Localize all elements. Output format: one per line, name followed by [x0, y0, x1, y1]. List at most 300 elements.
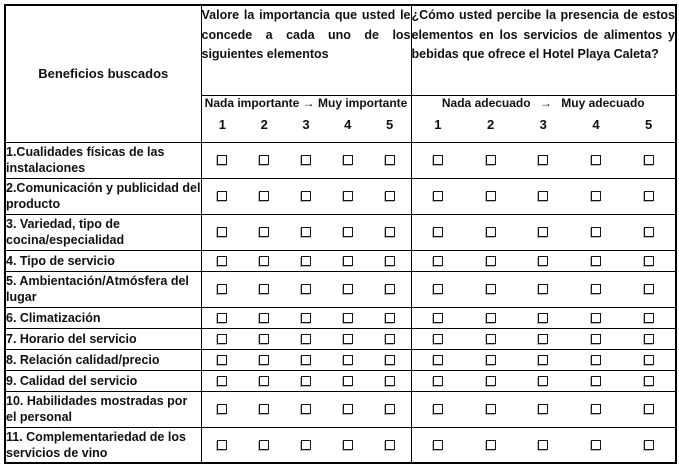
checkbox-slot — [464, 191, 517, 201]
checkbox-slot — [369, 334, 411, 344]
checkbox[interactable] — [538, 313, 548, 323]
checkbox-slot — [570, 227, 623, 237]
table-row — [5, 214, 676, 250]
checkbox-slot — [369, 440, 411, 450]
checkbox-group — [202, 440, 411, 450]
checkbox-slot — [570, 334, 623, 344]
table-row — [5, 142, 676, 178]
checkbox-group — [412, 440, 676, 450]
checkbox-cell-importance — [201, 142, 411, 178]
checkbox[interactable] — [343, 313, 353, 323]
checkbox-slot — [202, 440, 244, 450]
checkbox-group — [202, 256, 411, 266]
checkbox[interactable] — [538, 376, 548, 386]
checkbox[interactable] — [385, 376, 395, 386]
scale-point-4: 4 — [592, 116, 600, 132]
checkbox-cell-importance — [201, 178, 411, 214]
checkbox-slot — [369, 404, 411, 414]
checkbox-slot — [517, 191, 570, 201]
checkbox[interactable] — [486, 404, 496, 414]
checkbox[interactable] — [591, 376, 601, 386]
checkbox[interactable] — [644, 334, 654, 344]
checkbox-slot — [412, 376, 465, 386]
checkbox-slot — [369, 256, 411, 266]
checkbox-slot — [369, 191, 411, 201]
checkbox-cell-importance — [201, 214, 411, 250]
checkbox[interactable] — [301, 191, 311, 201]
checkbox[interactable] — [538, 227, 548, 237]
checkbox[interactable] — [486, 155, 496, 165]
checkbox-slot — [412, 191, 465, 201]
perception-scale-header — [411, 95, 676, 142]
checkbox[interactable] — [538, 355, 548, 365]
checkbox-slot — [369, 376, 411, 386]
checkbox[interactable] — [538, 284, 548, 294]
checkbox-slot — [327, 155, 369, 165]
checkbox[interactable] — [644, 155, 654, 165]
checkbox-slot — [327, 355, 369, 365]
checkbox-slot — [202, 256, 244, 266]
checkbox[interactable] — [301, 227, 311, 237]
checkbox[interactable] — [591, 334, 601, 344]
checkbox-slot — [464, 155, 517, 165]
row-label: 8. Relación calidad/precio — [5, 349, 201, 370]
table-row — [5, 370, 676, 391]
checkbox[interactable] — [259, 284, 269, 294]
checkbox-cell-importance — [201, 307, 411, 328]
checkbox[interactable] — [217, 355, 227, 365]
checkbox[interactable] — [486, 227, 496, 237]
checkbox[interactable] — [259, 155, 269, 165]
checkbox-slot — [202, 334, 244, 344]
checkbox[interactable] — [433, 313, 443, 323]
checkbox[interactable] — [591, 256, 601, 266]
checkbox[interactable] — [433, 155, 443, 165]
checkbox-slot — [622, 355, 675, 365]
checkbox-slot — [517, 334, 570, 344]
checkbox-group — [412, 376, 676, 386]
checkbox-slot — [327, 334, 369, 344]
checkbox-slot — [517, 284, 570, 294]
row-label: 1.Cualidades físicas de las instalaciones — [5, 142, 201, 178]
checkbox-group — [412, 256, 676, 266]
checkbox-cell-perception — [411, 271, 676, 307]
checkbox[interactable] — [259, 404, 269, 414]
scale-point-3: 3 — [302, 116, 310, 132]
checkbox[interactable] — [433, 284, 443, 294]
checkbox-slot — [369, 313, 411, 323]
checkbox-slot — [202, 155, 244, 165]
checkbox[interactable] — [433, 355, 443, 365]
checkbox[interactable] — [217, 440, 227, 450]
checkbox-group — [202, 284, 411, 294]
importance-scale-header — [201, 95, 411, 142]
checkbox-slot — [369, 155, 411, 165]
checkbox-slot — [327, 404, 369, 414]
checkbox[interactable] — [259, 191, 269, 201]
checkbox-slot — [622, 313, 675, 323]
checkbox-cell-importance — [201, 391, 411, 427]
checkbox-slot — [243, 155, 285, 165]
checkbox-slot — [464, 355, 517, 365]
checkbox-slot — [285, 284, 327, 294]
checkbox-group — [202, 227, 411, 237]
checkbox-group — [412, 355, 676, 365]
checkbox[interactable] — [486, 355, 496, 365]
checkbox-slot — [243, 256, 285, 266]
checkbox[interactable] — [644, 313, 654, 323]
checkbox-slot — [285, 191, 327, 201]
checkbox-slot — [369, 284, 411, 294]
checkbox-slot — [622, 376, 675, 386]
checkbox-slot — [464, 376, 517, 386]
checkbox[interactable] — [217, 334, 227, 344]
checkbox[interactable] — [591, 404, 601, 414]
importance-scale-points — [202, 117, 411, 132]
row-label: 6. Climatización — [5, 307, 201, 328]
checkbox[interactable] — [301, 404, 311, 414]
row-label: 10. Habilidades mostradas por el personal — [5, 391, 201, 427]
checkbox-slot — [202, 284, 244, 294]
table-row — [5, 391, 676, 427]
checkbox[interactable] — [538, 404, 548, 414]
scale-point-2: 2 — [486, 116, 495, 132]
checkbox-group — [202, 404, 411, 414]
checkbox[interactable] — [343, 355, 353, 365]
checkbox-slot — [202, 376, 244, 386]
checkbox[interactable] — [486, 376, 496, 386]
importance-scale-label: Nada importante → Muy importante — [204, 95, 408, 110]
checkbox-slot — [243, 313, 285, 323]
checkbox-slot — [327, 313, 369, 323]
table-row — [5, 250, 676, 271]
checkbox-slot — [517, 256, 570, 266]
checkbox-slot — [570, 376, 623, 386]
checkbox[interactable] — [644, 227, 654, 237]
checkbox[interactable] — [259, 355, 269, 365]
checkbox[interactable] — [385, 155, 395, 165]
checkbox-slot — [622, 227, 675, 237]
scale-point-5: 5 — [645, 116, 653, 132]
checkbox-slot — [570, 155, 623, 165]
checkbox[interactable] — [301, 334, 311, 344]
checkbox-slot — [202, 404, 244, 414]
checkbox-cell-perception — [411, 349, 676, 370]
checkbox[interactable] — [259, 256, 269, 266]
checkbox[interactable] — [644, 355, 654, 365]
checkbox[interactable] — [644, 376, 654, 386]
scale-point-5: 5 — [385, 116, 394, 132]
checkbox[interactable] — [343, 191, 353, 201]
checkbox-slot — [327, 256, 369, 266]
checkbox[interactable] — [591, 155, 601, 165]
checkbox-slot — [285, 440, 327, 450]
row-label: 4. Tipo de servicio — [5, 250, 201, 271]
checkbox-slot — [517, 227, 570, 237]
table-row — [5, 328, 676, 349]
checkbox-slot — [327, 440, 369, 450]
checkbox-group — [412, 313, 676, 323]
perception-scale-points — [412, 117, 676, 132]
checkbox-slot — [622, 440, 675, 450]
checkbox[interactable] — [486, 313, 496, 323]
checkbox-slot — [517, 355, 570, 365]
checkbox-slot — [517, 155, 570, 165]
checkbox-slot — [243, 334, 285, 344]
checkbox[interactable] — [591, 284, 601, 294]
checkbox-slot — [622, 155, 675, 165]
checkbox-slot — [517, 313, 570, 323]
checkbox-cell-perception — [411, 370, 676, 391]
header-row — [5, 5, 676, 95]
checkbox[interactable] — [217, 256, 227, 266]
scale-point-2: 2 — [260, 116, 268, 132]
checkbox-slot — [285, 404, 327, 414]
checkbox[interactable] — [385, 334, 395, 344]
row-label: 9. Calidad del servicio — [5, 370, 201, 391]
checkbox-slot — [622, 256, 675, 266]
checkbox-group — [202, 376, 411, 386]
checkbox-cell-perception — [411, 307, 676, 328]
checkbox[interactable] — [385, 440, 395, 450]
checkbox-slot — [464, 284, 517, 294]
importance-question: Valore la importancia que usted le concede a cada uno de los siguientes elementos — [201, 5, 411, 95]
checkbox-slot — [570, 313, 623, 323]
checkbox[interactable] — [433, 227, 443, 237]
checkbox[interactable] — [343, 284, 353, 294]
checkbox-slot — [243, 284, 285, 294]
checkbox-slot — [412, 284, 465, 294]
checkbox[interactable] — [385, 313, 395, 323]
table-row — [5, 427, 676, 463]
checkbox[interactable] — [259, 313, 269, 323]
checkbox-cell-importance — [201, 328, 411, 349]
checkbox-slot — [412, 155, 465, 165]
checkbox-slot — [622, 404, 675, 414]
checkbox-slot — [570, 355, 623, 365]
checkbox-slot — [243, 376, 285, 386]
checkbox[interactable] — [591, 440, 601, 450]
benefits-column-header: Beneficios buscados — [5, 5, 201, 142]
checkbox[interactable] — [385, 227, 395, 237]
checkbox[interactable] — [217, 191, 227, 201]
row-label: 11. Complementariedad de los servicios de vino — [5, 427, 201, 463]
checkbox[interactable] — [343, 440, 353, 450]
scale-point-1: 1 — [434, 116, 442, 132]
checkbox-slot — [202, 313, 244, 323]
checkbox-slot — [243, 440, 285, 450]
checkbox[interactable] — [217, 155, 227, 165]
checkbox-slot — [202, 227, 244, 237]
checkbox[interactable] — [538, 256, 548, 266]
checkbox-slot — [517, 440, 570, 450]
checkbox-group — [202, 313, 411, 323]
checkbox[interactable] — [385, 256, 395, 266]
checkbox-slot — [243, 404, 285, 414]
checkbox-slot — [464, 440, 517, 450]
checkbox-slot — [570, 256, 623, 266]
scale-point-4: 4 — [344, 116, 352, 132]
checkbox-group — [202, 355, 411, 365]
checkbox[interactable] — [301, 155, 311, 165]
checkbox-slot — [570, 404, 623, 414]
checkbox[interactable] — [343, 256, 353, 266]
checkbox-slot — [243, 355, 285, 365]
checkbox[interactable] — [644, 440, 654, 450]
checkbox-slot — [285, 334, 327, 344]
checkbox-slot — [202, 191, 244, 201]
checkbox-cell-importance — [201, 427, 411, 463]
checkbox-slot — [202, 355, 244, 365]
checkbox[interactable] — [217, 227, 227, 237]
checkbox[interactable] — [343, 155, 353, 165]
checkbox-slot — [570, 191, 623, 201]
checkbox[interactable] — [591, 227, 601, 237]
checkbox[interactable] — [343, 376, 353, 386]
checkbox-group — [412, 404, 676, 414]
checkbox-slot — [285, 376, 327, 386]
checkbox[interactable] — [217, 284, 227, 294]
checkbox[interactable] — [538, 334, 548, 344]
checkbox[interactable] — [433, 376, 443, 386]
table-row — [5, 271, 676, 307]
row-label: 3. Variedad, tipo de cocina/especialidad — [5, 214, 201, 250]
checkbox[interactable] — [385, 284, 395, 294]
checkbox[interactable] — [433, 334, 443, 344]
checkbox-slot — [412, 313, 465, 323]
checkbox[interactable] — [433, 404, 443, 414]
checkbox-slot — [622, 334, 675, 344]
checkbox-group — [202, 334, 411, 344]
checkbox[interactable] — [486, 191, 496, 201]
table-row — [5, 178, 676, 214]
checkbox[interactable] — [301, 376, 311, 386]
checkbox[interactable] — [343, 404, 353, 414]
checkbox[interactable] — [301, 284, 311, 294]
checkbox[interactable] — [259, 440, 269, 450]
checkbox[interactable] — [259, 334, 269, 344]
checkbox-slot — [464, 256, 517, 266]
checkbox-group — [412, 155, 676, 165]
checkbox[interactable] — [433, 440, 443, 450]
checkbox[interactable] — [343, 227, 353, 237]
scale-point-1: 1 — [218, 116, 227, 132]
checkbox-slot — [464, 313, 517, 323]
checkbox[interactable] — [486, 334, 496, 344]
checkbox[interactable] — [301, 355, 311, 365]
checkbox[interactable] — [591, 191, 601, 201]
row-label: 2.Comunicación y publicidad del producto — [5, 178, 201, 214]
checkbox-cell-perception — [411, 328, 676, 349]
checkbox-slot — [517, 404, 570, 414]
checkbox-cell-importance — [201, 250, 411, 271]
checkbox[interactable] — [301, 313, 311, 323]
row-label: 7. Horario del servicio — [5, 328, 201, 349]
checkbox-slot — [285, 355, 327, 365]
checkbox[interactable] — [538, 440, 548, 450]
checkbox-slot — [464, 404, 517, 414]
checkbox[interactable] — [385, 191, 395, 201]
scale-point-3: 3 — [539, 116, 547, 132]
checkbox[interactable] — [486, 440, 496, 450]
checkbox-slot — [327, 191, 369, 201]
checkbox[interactable] — [591, 355, 601, 365]
checkbox-slot — [517, 376, 570, 386]
checkbox-cell-perception — [411, 142, 676, 178]
checkbox-cell-importance — [201, 349, 411, 370]
checkbox-slot — [412, 440, 465, 450]
checkbox[interactable] — [385, 404, 395, 414]
checkbox[interactable] — [301, 440, 311, 450]
table-row — [5, 307, 676, 328]
checkbox[interactable] — [644, 284, 654, 294]
checkbox-slot — [243, 191, 285, 201]
checkbox-slot — [369, 227, 411, 237]
checkbox[interactable] — [644, 256, 654, 266]
checkbox-slot — [285, 227, 327, 237]
checkbox-slot — [464, 227, 517, 237]
checkbox-cell-importance — [201, 271, 411, 307]
checkbox-cell-perception — [411, 427, 676, 463]
checkbox-slot — [327, 284, 369, 294]
checkbox-cell-perception — [411, 214, 676, 250]
checkbox[interactable] — [217, 376, 227, 386]
checkbox-slot — [412, 227, 465, 237]
checkbox-slot — [369, 355, 411, 365]
checkbox[interactable] — [644, 404, 654, 414]
checkbox-group — [412, 227, 676, 237]
checkbox-group — [412, 334, 676, 344]
checkbox-slot — [622, 191, 675, 201]
checkbox-slot — [243, 227, 285, 237]
checkbox-group — [202, 191, 411, 201]
table-row — [5, 349, 676, 370]
checkbox-cell-perception — [411, 250, 676, 271]
checkbox[interactable] — [385, 355, 395, 365]
checkbox[interactable] — [343, 334, 353, 344]
perception-question: ¿Cómo usted percibe la presencia de estos elementos en los servicios de alimentos y bebidas que ofrece el Hotel Playa Caleta? — [411, 5, 676, 95]
checkbox[interactable] — [217, 313, 227, 323]
checkbox-cell-importance — [201, 370, 411, 391]
checkbox-slot — [570, 440, 623, 450]
checkbox[interactable] — [486, 284, 496, 294]
checkbox[interactable] — [259, 227, 269, 237]
checkbox-slot — [464, 334, 517, 344]
checkbox[interactable] — [301, 256, 311, 266]
checkbox[interactable] — [217, 404, 227, 414]
questionnaire-table — [4, 4, 677, 464]
checkbox-slot — [412, 404, 465, 414]
checkbox-slot — [285, 155, 327, 165]
checkbox[interactable] — [538, 191, 548, 201]
checkbox[interactable] — [591, 313, 601, 323]
checkbox[interactable] — [538, 155, 548, 165]
checkbox[interactable] — [433, 191, 443, 201]
checkbox-slot — [622, 284, 675, 294]
checkbox[interactable] — [259, 376, 269, 386]
checkbox-slot — [285, 313, 327, 323]
row-label: 5. Ambientación/Atmósfera del lugar — [5, 271, 201, 307]
checkbox-slot — [412, 256, 465, 266]
checkbox-slot — [327, 227, 369, 237]
checkbox-slot — [327, 376, 369, 386]
checkbox-group — [412, 191, 676, 201]
checkbox-group — [412, 284, 676, 294]
checkbox[interactable] — [644, 191, 654, 201]
perception-scale-label: Nada adecuado → Muy adecuado — [441, 95, 645, 110]
checkbox[interactable] — [433, 256, 443, 266]
checkbox[interactable] — [486, 256, 496, 266]
